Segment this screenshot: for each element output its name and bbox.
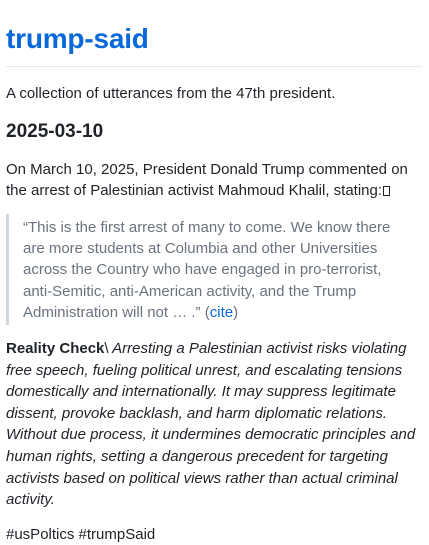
reality-check-text: Arresting a Palestinian activist risks violating free speech, fueling political unrest, and escalating tensions domestically and internationally. It may suppress legitimate dissent, provoke backlash, and harm diplomatic relations. Without due process, it undermines democratic principles and human rights, setting a dangerous precedent for targeting activists based on political views rather than actual criminal activity.	[6, 340, 416, 509]
tag-link-us-politics[interactable]: #usPoltics	[6, 525, 75, 543]
title-divider	[6, 66, 422, 67]
trump-quote	[6, 214, 410, 325]
post-intro	[6, 159, 416, 201]
tag-link-trump-said[interactable]: #trumpSaid	[78, 525, 156, 543]
reality-check-paragraph	[6, 338, 422, 511]
cite-open-paren: (	[200, 303, 210, 321]
reality-check-label: Reality Check	[6, 340, 105, 358]
cite-link[interactable]: cite	[209, 303, 234, 321]
quote-text: “This is the first arrest of many to come. We know there are more students at Columbia and other Universities across the Country who have engaged in pro-terrorist, anti-Semitic, anti-American activity, and the Trump Administration will not … .”	[23, 219, 391, 321]
post-intro-text: On March 10, 2025, President Donald Trump commented on the arrest of Palestinian activist Mahmoud Khalil, stating:	[6, 161, 408, 199]
unsupported-character-box-icon	[383, 186, 390, 196]
site-description: A collection of utterances from the 47th president.	[6, 85, 336, 102]
cite-close-paren: )	[233, 303, 239, 321]
post-tags	[6, 525, 422, 545]
reality-check-separator: \	[104, 340, 109, 358]
site-title-link[interactable]: trump-said	[6, 23, 149, 54]
post-date-heading: 2025-03-10	[6, 121, 104, 142]
